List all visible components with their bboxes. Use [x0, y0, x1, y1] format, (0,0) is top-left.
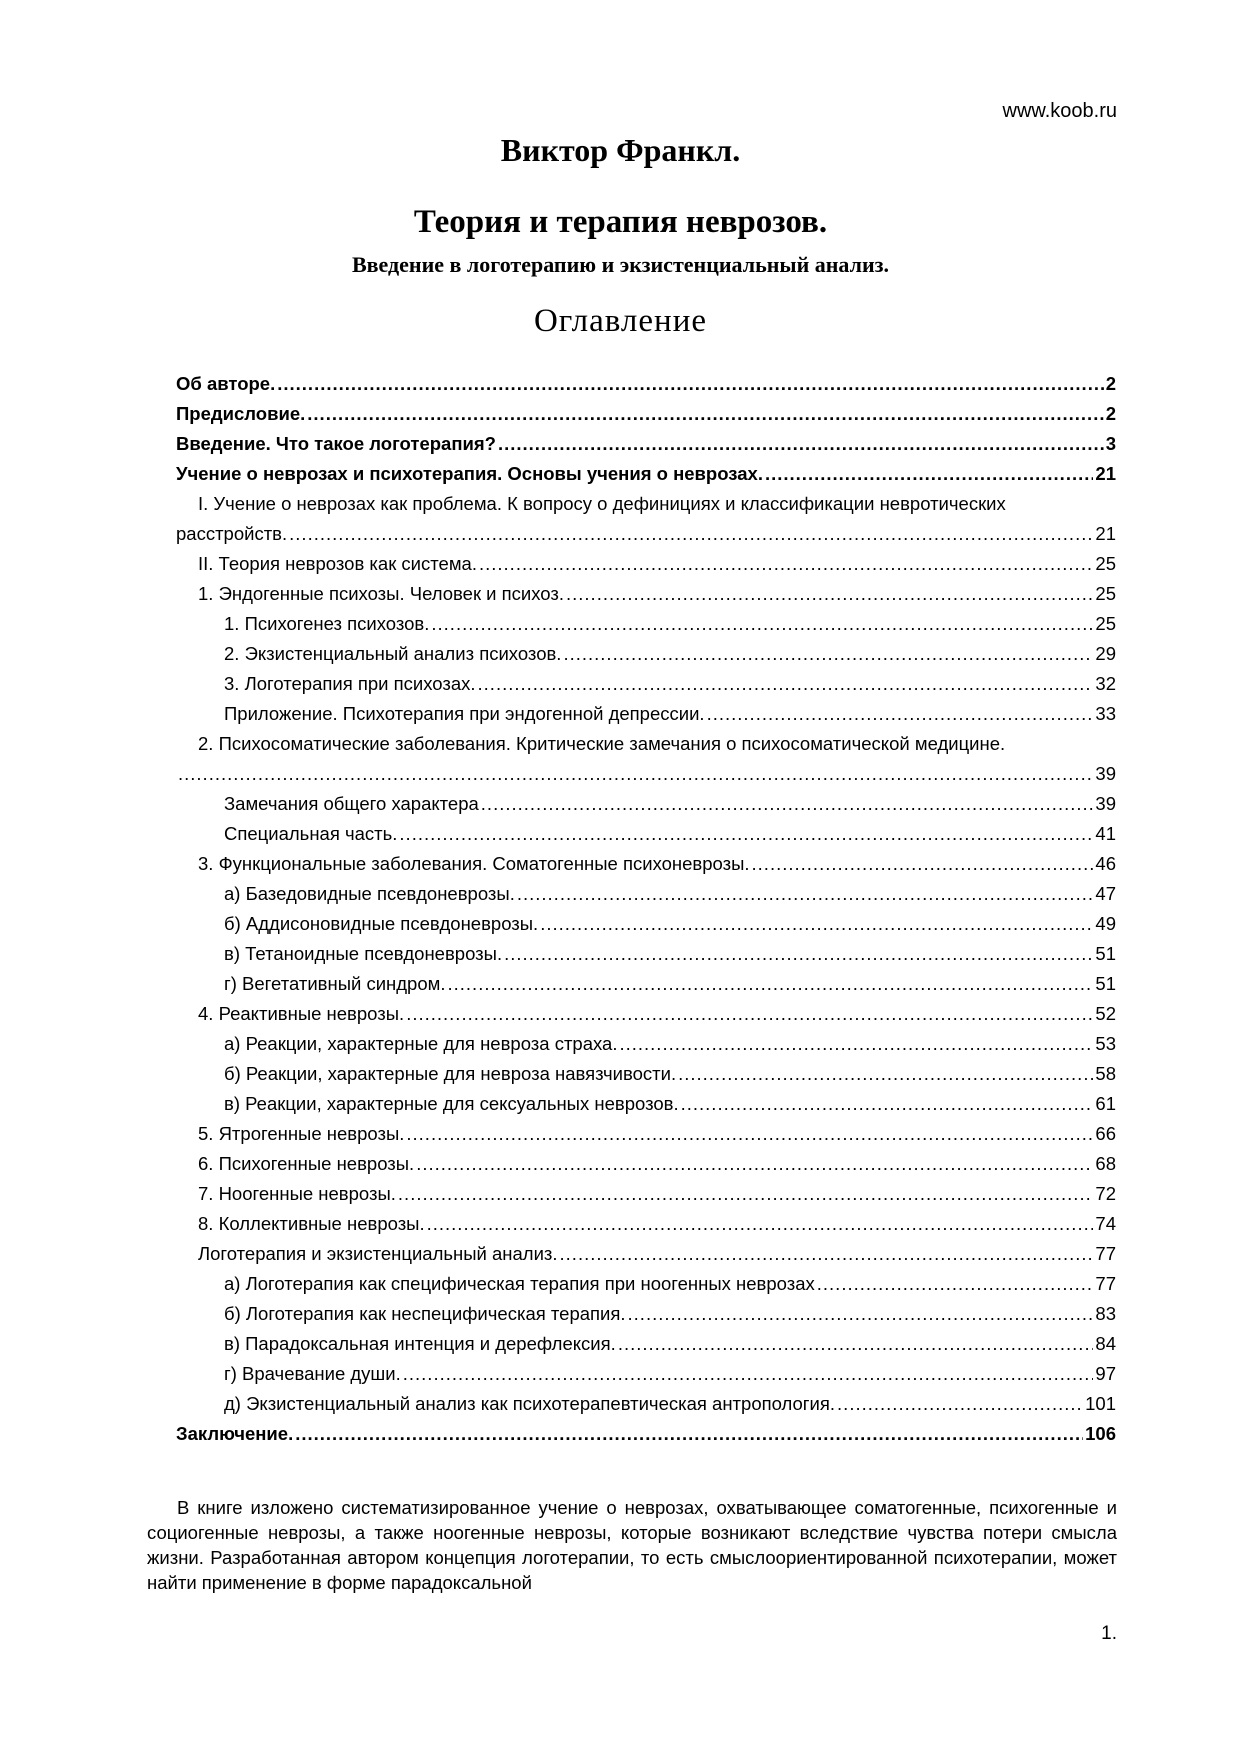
toc-entry[interactable]: [176, 609, 1116, 639]
toc-entry-page: 39: [1095, 793, 1116, 814]
toc-entry[interactable]: [176, 549, 1116, 579]
toc-entry-label: в) Парадоксальная интенция и дерефлексия.: [224, 1333, 616, 1354]
toc-leader-dots: [295, 1419, 1083, 1449]
toc-leader-dots: [403, 1359, 1094, 1389]
toc-entry-label: 4. Реактивные неврозы.: [198, 1003, 405, 1024]
toc-entry-page: 74: [1095, 1213, 1116, 1234]
toc-leader-dots: [277, 369, 1103, 399]
toc-leader-dots: [504, 939, 1093, 969]
toc-leader-dots: [448, 969, 1094, 999]
toc-entry-label: а) Базедовидные псевдоневрозы.: [224, 883, 515, 904]
toc-entry-label: 1. Эндогенные психозы. Человек и психоз.: [198, 583, 564, 604]
toc-entry-page: 51: [1095, 943, 1116, 964]
toc-leader-dots: [178, 759, 1093, 789]
toc-leader-dots: [406, 1119, 1093, 1149]
toc-entry-label: 6. Психогенные неврозы.: [198, 1153, 415, 1174]
toc-entry[interactable]: [176, 1149, 1116, 1179]
toc-entry-label: I. Учение о неврозах как проблема. К вопросу о дефинициях и классификации невротических: [198, 493, 1006, 514]
toc-entry-label: 7. Ноогенные неврозы.: [198, 1183, 396, 1204]
toc-entry-page: 25: [1095, 553, 1116, 574]
toc-entry-page: 47: [1095, 883, 1116, 904]
toc-entry-page: 97: [1095, 1363, 1116, 1384]
toc-entry-label: Заключение.: [176, 1423, 294, 1444]
toc-entry-page: 32: [1095, 673, 1116, 694]
toc-entry-page: 101: [1085, 1393, 1116, 1414]
toc-leader-dots: [427, 1209, 1094, 1239]
toc-entry-page: 21: [1095, 463, 1116, 484]
toc-entry-page: 46: [1095, 853, 1116, 874]
toc-leader-dots: [479, 549, 1093, 579]
toc-entry[interactable]: [176, 369, 1116, 399]
toc-entry-label: Логотерапия и экзистенциальный анализ.: [198, 1243, 558, 1264]
toc-entry-label: г) Вегетативный синдром.: [224, 973, 446, 994]
toc-leader-dots: [398, 1179, 1094, 1209]
toc-entry-page: 2: [1105, 403, 1116, 424]
toc-entry[interactable]: [176, 699, 1116, 729]
book-title: Теория и терапия неврозов.: [413, 204, 828, 240]
toc-entry-page: 77: [1095, 1243, 1116, 1264]
toc-entry[interactable]: [176, 1239, 1116, 1269]
toc-entry-page: 25: [1095, 613, 1116, 634]
toc-entry-page: 61: [1095, 1093, 1116, 1114]
toc-entry[interactable]: [176, 729, 1116, 789]
toc-entry[interactable]: [176, 1299, 1116, 1329]
site-url[interactable]: www.koob.ru: [1002, 100, 1117, 122]
toc-entry-page: 21: [1095, 523, 1116, 544]
toc-entry[interactable]: [176, 579, 1116, 609]
toc-entry[interactable]: [176, 1329, 1116, 1359]
toc-entry-label: б) Реакции, характерные для невроза навязчивости.: [224, 1063, 677, 1084]
toc-leader-dots: [707, 699, 1094, 729]
toc-entry[interactable]: [176, 909, 1116, 939]
toc-entry-page: 83: [1095, 1303, 1116, 1324]
toc-entry-label: Предисловие.: [176, 403, 306, 424]
toc-entry[interactable]: [176, 969, 1116, 999]
page-number: 1.: [1101, 1623, 1117, 1644]
toc-entry[interactable]: [176, 999, 1116, 1029]
toc-entry-page: 29: [1095, 643, 1116, 664]
toc-leader-dots: [752, 849, 1094, 879]
toc-entry-label: Введение. Что такое логотерапия?: [176, 433, 496, 454]
toc-entry-label: 3. Функциональные заболевания. Соматогенные психоневрозы.: [198, 853, 750, 874]
toc-entry[interactable]: [176, 399, 1116, 429]
toc-entry-continuation: [176, 519, 1116, 549]
toc-entry-label: а) Реакции, характерные для невроза страха.: [224, 1033, 618, 1054]
toc-entry-label: 3. Логотерапия при психозах.: [224, 673, 476, 694]
toc-entry[interactable]: [176, 939, 1116, 969]
toc-entry[interactable]: [176, 1089, 1116, 1119]
toc-leader-dots: [817, 1269, 1094, 1299]
toc-leader-dots: [765, 459, 1093, 489]
toc-entry-page: 52: [1095, 1003, 1116, 1024]
toc-entry-label: II. Теория неврозов как система.: [198, 553, 477, 574]
toc-entry-label: Замечания общего характера: [224, 793, 479, 814]
toc-leader-dots: [399, 819, 1093, 849]
toc-entry[interactable]: [176, 429, 1116, 459]
toc-entry[interactable]: [176, 459, 1116, 489]
toc-leader-dots: [498, 429, 1104, 459]
toc-entry[interactable]: [176, 1359, 1116, 1389]
toc-entry[interactable]: [176, 1119, 1116, 1149]
toc-entry-page: 39: [1095, 763, 1116, 784]
toc-entry-label: Приложение. Психотерапия при эндогенной депрессии.: [224, 703, 705, 724]
toc-entry-page: 77: [1095, 1273, 1116, 1294]
toc-entry-label: 5. Ятрогенные неврозы.: [198, 1123, 405, 1144]
book-subtitle: Введение в логотерапию и экзистенциальный анализ.: [352, 252, 889, 277]
toc-entry-label: расстройств.: [176, 523, 288, 544]
toc-entry[interactable]: [176, 1419, 1116, 1449]
toc-leader-dots: [481, 789, 1094, 819]
toc-entry-page: 72: [1095, 1183, 1116, 1204]
toc-leader-dots: [628, 1299, 1094, 1329]
toc-leader-dots: [478, 669, 1094, 699]
toc-leader-dots: [619, 1029, 1093, 1059]
toc-entry[interactable]: [176, 489, 1116, 549]
toc-entry[interactable]: [176, 669, 1116, 699]
toc-entry[interactable]: [176, 849, 1116, 879]
toc-leader-dots: [406, 999, 1093, 1029]
toc-entry-page: 66: [1095, 1123, 1116, 1144]
toc-entry-label: д) Экзистенциальный анализ как психотерапевтическая антропология.: [224, 1393, 836, 1414]
toc-entry-label: в) Тетаноидные псевдоневрозы.: [224, 943, 503, 964]
toc-leader-dots: [678, 1059, 1093, 1089]
toc-entry-label: а) Логотерапия как специфическая терапия при ноогенных неврозах: [224, 1273, 815, 1294]
toc-entry-page: 3: [1105, 433, 1116, 454]
toc-entry-label: 1. Психогенез психозов.: [224, 613, 430, 634]
toc-entry[interactable]: [176, 819, 1116, 849]
toc-heading: Оглавление: [533, 303, 708, 339]
toc-leader-dots: [416, 1149, 1093, 1179]
toc-entry-page: 33: [1095, 703, 1116, 724]
toc-entry[interactable]: [176, 789, 1116, 819]
toc-entry-label: 8. Коллективные неврозы.: [198, 1213, 425, 1234]
toc-entry-label: Специальная часть.: [224, 823, 398, 844]
book-abstract: В книге изложено систематизированное учение о неврозах, охватывающее соматогенные, психогенные и социогенные неврозы, а также ноогенные неврозы, которые возникают вследствие чувства потери смысла жизни. Разработанная автором концепция логотерапии, то есть смыслоориентированной психотерапии, может найти применение в форме парадоксальной: [147, 1497, 1117, 1593]
table-of-contents: [176, 369, 1116, 1449]
toc-leader-dots: [431, 609, 1093, 639]
book-author: Виктор Франкл.: [500, 132, 741, 168]
toc-leader-dots: [837, 1389, 1083, 1419]
toc-entry[interactable]: [176, 1179, 1116, 1209]
toc-entry-label: Об авторе.: [176, 373, 276, 394]
toc-leader-dots: [566, 579, 1093, 609]
toc-entry-label: 2. Экзистенциальный анализ психозов.: [224, 643, 562, 664]
toc-entry[interactable]: [176, 639, 1116, 669]
toc-entry[interactable]: [176, 879, 1116, 909]
toc-entry-page: 49: [1095, 913, 1116, 934]
toc-leader-dots: [289, 519, 1093, 549]
toc-leader-dots: [681, 1089, 1094, 1119]
toc-leader-dots: [563, 639, 1093, 669]
toc-entry-page: 58: [1095, 1063, 1116, 1084]
toc-entry[interactable]: [176, 1029, 1116, 1059]
toc-leader-dots: [540, 909, 1093, 939]
toc-entry-page: 41: [1095, 823, 1116, 844]
toc-leader-dots: [517, 879, 1094, 909]
toc-entry-page: 106: [1085, 1423, 1116, 1444]
toc-leader-dots: [560, 1239, 1094, 1269]
toc-entry[interactable]: [176, 1209, 1116, 1239]
toc-entry-page: 2: [1105, 373, 1116, 394]
toc-entry-continuation: [176, 759, 1116, 789]
toc-entry-label: в) Реакции, характерные для сексуальных неврозов.: [224, 1093, 679, 1114]
toc-leader-dots: [618, 1329, 1094, 1359]
toc-entry-page: 25: [1095, 583, 1116, 604]
toc-entry-page: 51: [1095, 973, 1116, 994]
toc-entry-page: 53: [1095, 1033, 1116, 1054]
toc-entry-label: б) Логотерапия как неспецифическая терапия.: [224, 1303, 626, 1324]
toc-leader-dots: [307, 399, 1103, 429]
toc-entry-page: 84: [1095, 1333, 1116, 1354]
toc-entry-label: Учение о неврозах и психотерапия. Основы учения о неврозах.: [176, 463, 763, 484]
toc-entry-label: г) Врачевание души.: [224, 1363, 401, 1384]
toc-entry-label: б) Аддисоновидные псевдоневрозы.: [224, 913, 539, 934]
toc-entry[interactable]: [176, 1059, 1116, 1089]
toc-entry[interactable]: [176, 1269, 1116, 1299]
toc-entry[interactable]: [176, 1389, 1116, 1419]
toc-entry-label: 2. Психосоматические заболевания. Критические замечания о психосоматической медицине.: [198, 733, 1006, 754]
toc-entry-page: 68: [1095, 1153, 1116, 1174]
